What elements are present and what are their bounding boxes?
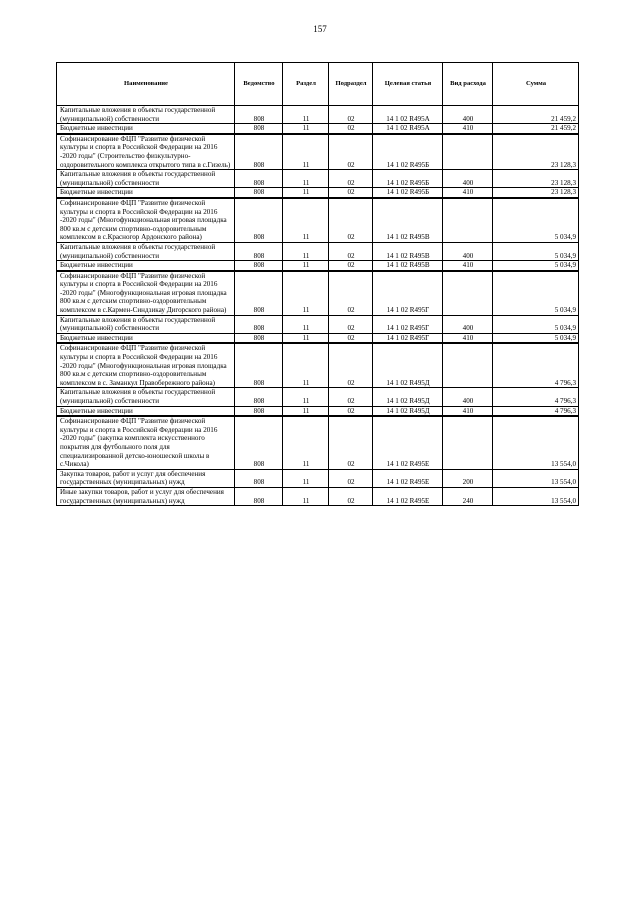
cell-target-article: 14 1 02 R495Е bbox=[373, 469, 443, 487]
cell-target-article: 14 1 02 R495Г bbox=[373, 271, 443, 315]
cell-expense-type: 400 bbox=[443, 106, 493, 124]
header-sum: Сумма bbox=[493, 63, 579, 106]
table-row bbox=[57, 242, 579, 260]
table-row bbox=[57, 406, 579, 416]
cell-target-article: 14 1 02 R495А bbox=[373, 106, 443, 124]
cell-expense-type: 400 bbox=[443, 315, 493, 333]
cell-sum: 13 554,0 bbox=[493, 469, 579, 487]
cell-expense-type: 200 bbox=[443, 469, 493, 487]
cell-name: Бюджетные инвестиции bbox=[57, 333, 235, 343]
cell-target-article: 14 1 02 R495В bbox=[373, 261, 443, 271]
cell-department: 808 bbox=[235, 487, 283, 505]
cell-department: 808 bbox=[235, 170, 283, 188]
cell-department: 808 bbox=[235, 261, 283, 271]
cell-subsection: 02 bbox=[329, 406, 373, 416]
cell-expense-type bbox=[443, 416, 493, 469]
cell-target-article: 14 1 02 R495Б bbox=[373, 134, 443, 170]
table-row bbox=[57, 188, 579, 198]
cell-sum: 21 459,2 bbox=[493, 124, 579, 134]
cell-sum: 23 128,3 bbox=[493, 170, 579, 188]
cell-sum: 5 034,9 bbox=[493, 271, 579, 315]
cell-name: Закупка товаров, работ и услуг для обеспечения государственных (муниципальных) нужд bbox=[57, 469, 235, 487]
cell-expense-type bbox=[443, 134, 493, 170]
header-section: Раздел bbox=[283, 63, 329, 106]
table-row bbox=[57, 198, 579, 242]
cell-name: Иные закупки товаров, работ и услуг для обеспечения государственных (муниципальных) нужд bbox=[57, 487, 235, 505]
cell-section: 11 bbox=[283, 242, 329, 260]
cell-sum: 4 796,3 bbox=[493, 343, 579, 387]
table-row bbox=[57, 261, 579, 271]
table-row bbox=[57, 487, 579, 505]
cell-section: 11 bbox=[283, 469, 329, 487]
cell-name: Бюджетные инвестиции bbox=[57, 406, 235, 416]
cell-expense-type: 400 bbox=[443, 242, 493, 260]
cell-subsection: 02 bbox=[329, 343, 373, 387]
cell-section: 11 bbox=[283, 198, 329, 242]
cell-section: 11 bbox=[283, 188, 329, 198]
cell-sum: 4 796,3 bbox=[493, 388, 579, 406]
cell-sum: 21 459,2 bbox=[493, 106, 579, 124]
cell-expense-type bbox=[443, 198, 493, 242]
cell-name: Капитальные вложения в объекты государственной (муниципальной) собственности bbox=[57, 315, 235, 333]
cell-sum: 5 034,9 bbox=[493, 198, 579, 242]
cell-name: Бюджетные инвестиции bbox=[57, 124, 235, 134]
page-number: 157 bbox=[313, 24, 327, 34]
cell-subsection: 02 bbox=[329, 388, 373, 406]
table-row bbox=[57, 343, 579, 387]
cell-section: 11 bbox=[283, 170, 329, 188]
cell-name: Софинансирование ФЦП "Развитие физической культуры и спорта в Российской Федерации на 2016 -2020 годы" (Строительство физкультурно-оздоровительного комплекса открытого типа в с.Гизель) bbox=[57, 134, 235, 170]
cell-section: 11 bbox=[283, 406, 329, 416]
table-row bbox=[57, 333, 579, 343]
cell-target-article: 14 1 02 R495А bbox=[373, 124, 443, 134]
cell-department: 808 bbox=[235, 242, 283, 260]
cell-subsection: 02 bbox=[329, 188, 373, 198]
cell-target-article: 14 1 02 R495Б bbox=[373, 170, 443, 188]
cell-subsection: 02 bbox=[329, 315, 373, 333]
cell-subsection: 02 bbox=[329, 261, 373, 271]
cell-expense-type: 410 bbox=[443, 406, 493, 416]
cell-expense-type: 410 bbox=[443, 124, 493, 134]
table-row bbox=[57, 469, 579, 487]
cell-target-article: 14 1 02 R495Д bbox=[373, 343, 443, 387]
cell-target-article: 14 1 02 R495Г bbox=[373, 333, 443, 343]
header-target-article: Целевая статья bbox=[373, 63, 443, 106]
cell-sum: 4 796,3 bbox=[493, 406, 579, 416]
cell-expense-type: 410 bbox=[443, 188, 493, 198]
cell-name: Капитальные вложения в объекты государственной (муниципальной) собственности bbox=[57, 242, 235, 260]
cell-department: 808 bbox=[235, 388, 283, 406]
table-row bbox=[57, 170, 579, 188]
cell-section: 11 bbox=[283, 315, 329, 333]
cell-subsection: 02 bbox=[329, 124, 373, 134]
cell-department: 808 bbox=[235, 343, 283, 387]
cell-name: Софинансирование ФЦП "Развитие физической культуры и спорта в Российской Федерации на 2016 -2020 годы" (Многофункциональная игровая площадка 800 кв.м с детским спортивно-оздоровительным комплексом в с. Заманкул Правобережного района) bbox=[57, 343, 235, 387]
cell-target-article: 14 1 02 R495Д bbox=[373, 406, 443, 416]
cell-expense-type: 410 bbox=[443, 333, 493, 343]
cell-subsection: 02 bbox=[329, 487, 373, 505]
cell-department: 808 bbox=[235, 124, 283, 134]
cell-target-article: 14 1 02 R495Е bbox=[373, 416, 443, 469]
cell-subsection: 02 bbox=[329, 106, 373, 124]
cell-section: 11 bbox=[283, 343, 329, 387]
cell-section: 11 bbox=[283, 124, 329, 134]
cell-department: 808 bbox=[235, 198, 283, 242]
cell-section: 11 bbox=[283, 487, 329, 505]
cell-subsection: 02 bbox=[329, 416, 373, 469]
cell-subsection: 02 bbox=[329, 134, 373, 170]
cell-section: 11 bbox=[283, 333, 329, 343]
table-header-row bbox=[57, 63, 579, 106]
cell-sum: 23 128,3 bbox=[493, 134, 579, 170]
cell-name: Софинансирование ФЦП "Развитие физической культуры и спорта в Российской Федерации на 2016 -2020 годы" (закупка комплекта искусственного покрытия для футбольного поля для специализированной детско-юношеской школы в с.Чикола) bbox=[57, 416, 235, 469]
cell-expense-type bbox=[443, 271, 493, 315]
cell-department: 808 bbox=[235, 406, 283, 416]
cell-expense-type: 240 bbox=[443, 487, 493, 505]
cell-expense-type bbox=[443, 343, 493, 387]
cell-subsection: 02 bbox=[329, 198, 373, 242]
cell-name: Капитальные вложения в объекты государственной (муниципальной) собственности bbox=[57, 106, 235, 124]
cell-sum: 23 128,3 bbox=[493, 188, 579, 198]
cell-section: 11 bbox=[283, 106, 329, 124]
cell-department: 808 bbox=[235, 271, 283, 315]
header-name: Наименование bbox=[57, 63, 235, 106]
header-expense-type: Вид расхода bbox=[443, 63, 493, 106]
table-row bbox=[57, 124, 579, 134]
cell-sum: 5 034,9 bbox=[493, 242, 579, 260]
cell-target-article: 14 1 02 R495Д bbox=[373, 388, 443, 406]
cell-expense-type: 400 bbox=[443, 170, 493, 188]
cell-name: Капитальные вложения в объекты государственной (муниципальной) собственности bbox=[57, 170, 235, 188]
cell-department: 808 bbox=[235, 469, 283, 487]
cell-target-article: 14 1 02 R495Г bbox=[373, 315, 443, 333]
table-row bbox=[57, 134, 579, 170]
cell-name: Софинансирование ФЦП "Развитие физической культуры и спорта в Российской Федерации на 2016 -2020 годы" (Многофункциональная игровая площадка 800 кв.м с детским спортивно-оздоровительным комплексом в с.Кармен-Синдзикау Дигорского района) bbox=[57, 271, 235, 315]
table-row bbox=[57, 106, 579, 124]
header-subsection: Подраздел bbox=[329, 63, 373, 106]
cell-target-article: 14 1 02 R495Б bbox=[373, 188, 443, 198]
table-row bbox=[57, 271, 579, 315]
cell-department: 808 bbox=[235, 106, 283, 124]
cell-expense-type: 410 bbox=[443, 261, 493, 271]
cell-section: 11 bbox=[283, 261, 329, 271]
cell-department: 808 bbox=[235, 315, 283, 333]
cell-department: 808 bbox=[235, 134, 283, 170]
budget-table bbox=[56, 62, 579, 506]
cell-sum: 5 034,9 bbox=[493, 315, 579, 333]
cell-sum: 13 554,0 bbox=[493, 416, 579, 469]
cell-subsection: 02 bbox=[329, 170, 373, 188]
cell-section: 11 bbox=[283, 271, 329, 315]
cell-section: 11 bbox=[283, 388, 329, 406]
cell-name: Бюджетные инвестиции bbox=[57, 188, 235, 198]
cell-subsection: 02 bbox=[329, 469, 373, 487]
cell-target-article: 14 1 02 R495В bbox=[373, 242, 443, 260]
cell-subsection: 02 bbox=[329, 271, 373, 315]
header-department: Ведомство bbox=[235, 63, 283, 106]
cell-department: 808 bbox=[235, 188, 283, 198]
cell-target-article: 14 1 02 R495В bbox=[373, 198, 443, 242]
table-row bbox=[57, 388, 579, 406]
cell-target-article: 14 1 02 R495Е bbox=[373, 487, 443, 505]
cell-section: 11 bbox=[283, 416, 329, 469]
cell-name: Бюджетные инвестиции bbox=[57, 261, 235, 271]
table-row bbox=[57, 416, 579, 469]
cell-expense-type: 400 bbox=[443, 388, 493, 406]
cell-subsection: 02 bbox=[329, 242, 373, 260]
cell-name: Капитальные вложения в объекты государственной (муниципальной) собственности bbox=[57, 388, 235, 406]
cell-name: Софинансирование ФЦП "Развитие физической культуры и спорта в Российской Федерации на 2016 -2020 годы" (Многофункциональная игровая площадка 800 кв.м с детским спортивно-оздоровительным комплексом в с.Красногор Ардонского района) bbox=[57, 198, 235, 242]
cell-section: 11 bbox=[283, 134, 329, 170]
cell-sum: 13 554,0 bbox=[493, 487, 579, 505]
cell-department: 808 bbox=[235, 333, 283, 343]
cell-department: 808 bbox=[235, 416, 283, 469]
table-row bbox=[57, 315, 579, 333]
cell-sum: 5 034,9 bbox=[493, 261, 579, 271]
cell-sum: 5 034,9 bbox=[493, 333, 579, 343]
cell-subsection: 02 bbox=[329, 333, 373, 343]
